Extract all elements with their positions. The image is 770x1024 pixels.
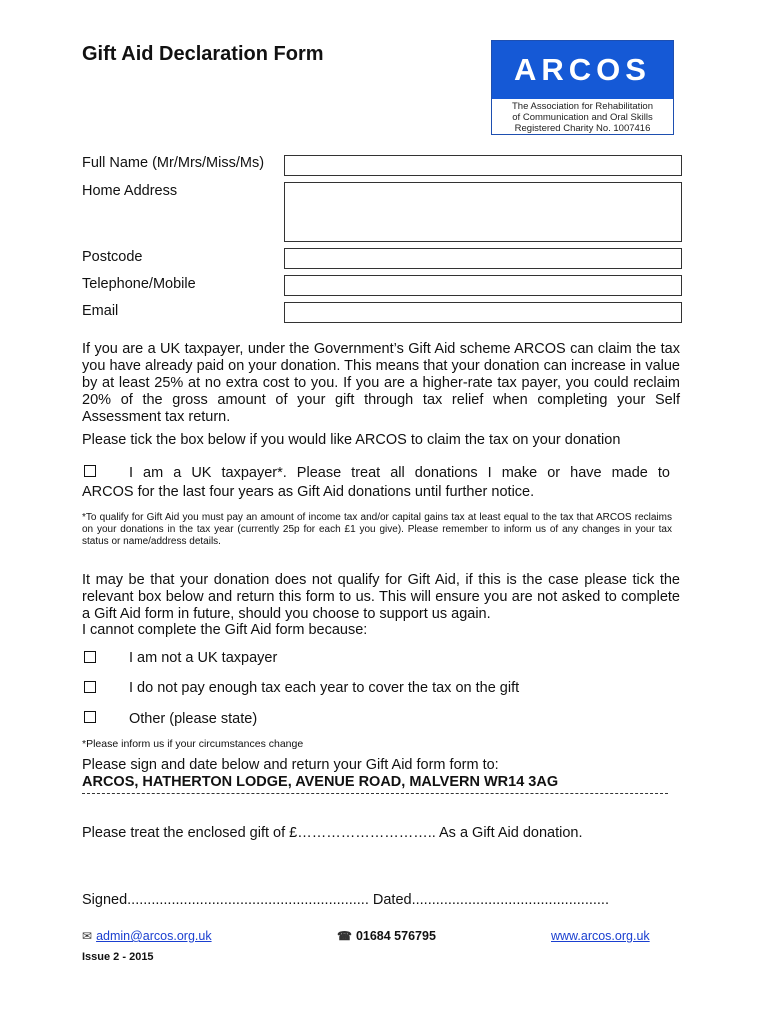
logo-wordmark: ARCOS bbox=[492, 41, 673, 99]
option-other: Other (please state) bbox=[129, 711, 258, 727]
tax-footnote: *To qualify for Gift Aid you must pay an amount of income tax and/or capital gains tax at least equal to the tax that ARCOS reclaims on your donations in the tax year (currently 25p for each £1 you give). Please remember to inform us of any changes in your tax status or name/address details. bbox=[82, 512, 672, 547]
website-link[interactable]: www.arcos.org.uk bbox=[551, 929, 650, 943]
email-label: Email bbox=[82, 303, 119, 319]
email-link[interactable]: admin@arcos.org.uk bbox=[96, 929, 212, 943]
phone-number: 01684 576795 bbox=[355, 929, 436, 943]
full-name-label: Full Name (Mr/Mrs/Miss/Ms) bbox=[82, 155, 265, 171]
logo-line-2: of Communication and Oral Skills bbox=[512, 112, 653, 123]
home-address-label: Home Address bbox=[82, 183, 178, 199]
page-title: Gift Aid Declaration Form bbox=[82, 43, 324, 65]
declaration-line-1: I am a UK taxpayer*. Please treat all donations I make or have made to bbox=[129, 465, 670, 481]
cannot-complete-text: I cannot complete the Gift Aid form because: bbox=[82, 622, 368, 638]
return-address: ARCOS, HATHERTON LODGE, AVENUE ROAD, MALVERN WR14 3AG bbox=[82, 774, 559, 790]
not-enough-tax-checkbox[interactable] bbox=[84, 681, 96, 693]
option-not-uk-taxpayer: I am not a UK taxpayer bbox=[129, 650, 278, 666]
gift-aid-intro: If you are a UK taxpayer, under the Government’s Gift Aid scheme ARCOS can claim the tax you have already paid on your donation. This means that your donation can increase in value by at least 25% at no extra cost to you. If you are a higher-rate tax payer, you could reclaim 20% of the gross amount of your gift through tax relief when completing your Self Assessment tax return. bbox=[82, 341, 680, 425]
tick-prompt: Please tick the box below if you would like ARCOS to claim the tax on your donation bbox=[82, 432, 621, 448]
cut-line bbox=[82, 793, 668, 794]
telephone-field[interactable] bbox=[284, 275, 682, 296]
declaration-line-2: ARCOS for the last four years as Gift Aid donations until further notice. bbox=[82, 484, 535, 500]
logo-line-1: The Association for Rehabilitation bbox=[512, 101, 653, 112]
postcode-label: Postcode bbox=[82, 249, 143, 265]
logo-caption bbox=[492, 101, 673, 134]
contact-website[interactable] bbox=[551, 929, 650, 943]
logo-line-3: Registered Charity No. 1007416 bbox=[514, 123, 651, 134]
not-uk-taxpayer-checkbox[interactable] bbox=[84, 651, 96, 663]
uk-taxpayer-checkbox[interactable] bbox=[84, 465, 96, 477]
home-address-field[interactable] bbox=[284, 182, 682, 242]
circumstances-note: *Please inform us if your circumstances change bbox=[82, 738, 304, 750]
option-not-enough-tax: I do not pay enough tax each year to cover the tax on the gift bbox=[129, 680, 520, 696]
telephone-label: Telephone/Mobile bbox=[82, 276, 196, 292]
other-checkbox[interactable] bbox=[84, 711, 96, 723]
issue-label: Issue 2 - 2015 bbox=[82, 951, 154, 963]
signature-line: Signed............................................................ Dated................................................. bbox=[82, 892, 609, 908]
envelope-icon: ✉ bbox=[82, 929, 93, 943]
contact-email[interactable] bbox=[82, 929, 212, 943]
postcode-field[interactable] bbox=[284, 248, 682, 269]
return-prompt: Please sign and date below and return your Gift Aid form form to: bbox=[82, 757, 499, 773]
email-field[interactable] bbox=[284, 302, 682, 323]
full-name-field[interactable] bbox=[284, 155, 682, 176]
gift-amount-line: Please treat the enclosed gift of £……………………….. As a Gift Aid donation. bbox=[82, 825, 583, 841]
arcos-logo bbox=[491, 40, 674, 135]
not-qualify-text: It may be that your donation does not qualify for Gift Aid, if this is the case please tick the relevant box below and return this form to us. This will ensure you are not asked to complete a Gift Aid form in future, should you choose to support us again. bbox=[82, 572, 680, 622]
phone-icon: ☎ bbox=[337, 929, 352, 943]
contact-phone bbox=[337, 929, 436, 943]
